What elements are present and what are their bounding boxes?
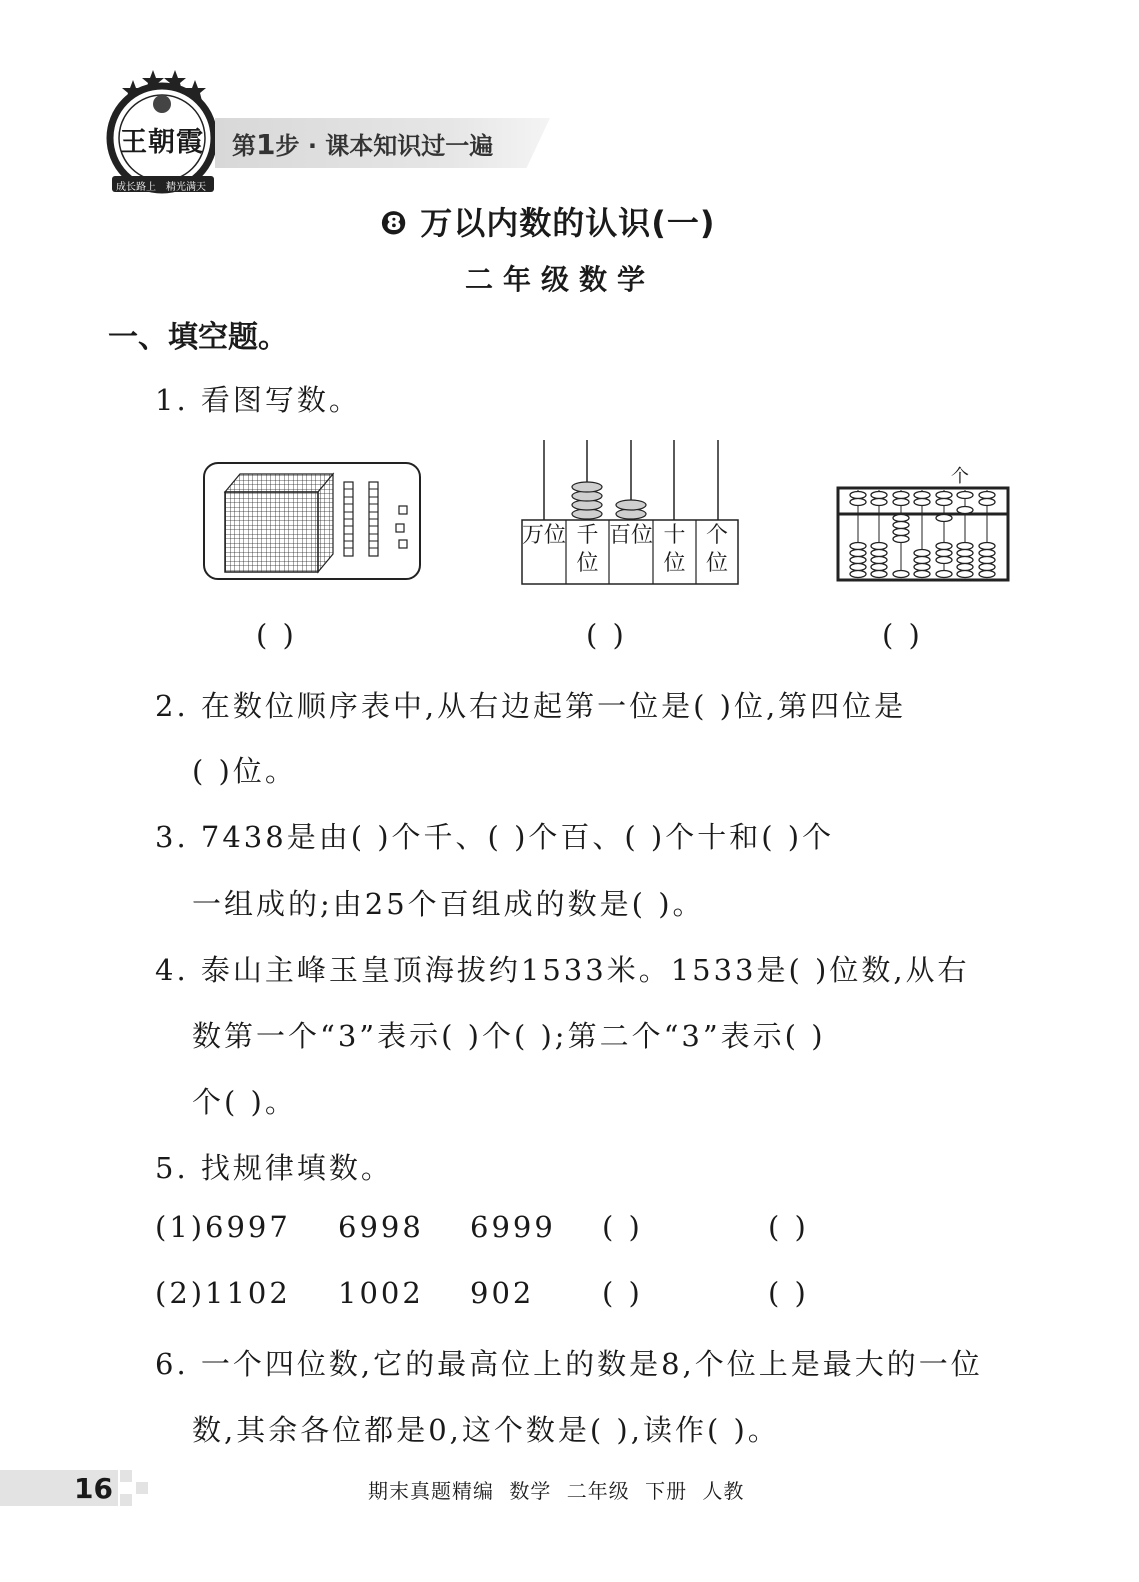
place-label-qian: 千位 <box>576 523 599 576</box>
ten-rod-icon <box>344 482 353 556</box>
q5-row2-value-3: 902 <box>470 1276 535 1310</box>
step-number: 1 <box>256 128 276 161</box>
q2-line2: ( )位。 <box>192 754 297 788</box>
counter-abacus-figure <box>520 440 740 588</box>
q6-line2: 数,其余各位都是0,这个数是( ),读作( )。 <box>192 1413 780 1447</box>
step-prefix: 第 <box>232 132 256 160</box>
ones-label: 个 <box>951 466 969 487</box>
q5-row2-blank-1[interactable]: ( ) <box>602 1276 643 1310</box>
q4-line1: 4. 泰山主峰玉皇顶海拔约1533米。1533是( )位数,从右 <box>155 953 970 987</box>
logo-slogan-right: 精光满天 <box>166 182 206 193</box>
q5-text: 5. 找规律填数。 <box>155 1151 393 1185</box>
section-heading: 一、填空题。 <box>108 320 288 355</box>
q5-row1-blank-2[interactable]: ( ) <box>768 1210 809 1244</box>
footer-text: 期末真题精编 数学 二年级 下册 人教 <box>368 1479 745 1503</box>
base-ten-blocks-figure <box>203 462 421 580</box>
q4-line2: 数第一个“3”表示( )个( );第二个“3”表示( ) <box>192 1019 826 1053</box>
bead-abacus-figure <box>836 462 1011 582</box>
place-label-wan: 万位 <box>522 523 567 548</box>
page-number: 16 <box>74 1472 113 1505</box>
q5-row1-blank-1[interactable]: ( ) <box>602 1210 643 1244</box>
q5-row2-label: (2) <box>155 1276 206 1310</box>
place-label-shi: 十位 <box>663 523 686 576</box>
q1-answer-2[interactable]: ( ) <box>586 618 627 652</box>
step-label <box>232 126 493 161</box>
abacus-bead <box>616 500 646 510</box>
q6-line1: 6. 一个四位数,它的最高位上的数是8,个位上是最大的一位 <box>155 1347 983 1381</box>
place-label-bai: 百位 <box>609 523 654 548</box>
q4-line3: 个( )。 <box>192 1085 297 1119</box>
q3-line2: 一组成的;由25个百组成的数是( )。 <box>192 887 705 921</box>
step-suffix: 步 · 课本知识过一遍 <box>275 132 494 160</box>
q1-text: 1. 看图写数。 <box>155 383 361 417</box>
q5-row1-value-2: 6998 <box>338 1210 424 1244</box>
ten-rod-icon <box>369 482 378 556</box>
q5-row1-label: (1) <box>155 1210 206 1244</box>
q3-line1: 3. 7438是由( )个千、( )个百、( )个十和( )个 <box>155 820 835 854</box>
q5-row1-value-3: 6999 <box>470 1210 556 1244</box>
place-value-labels <box>522 522 738 584</box>
logo-text: 王朝霞 <box>120 127 204 158</box>
place-label-ge: 个位 <box>705 523 728 576</box>
q5-row2-value-2: 1002 <box>338 1276 424 1310</box>
q5-row1-value-1: 6997 <box>205 1210 291 1244</box>
q5-row2-value-1: 1102 <box>205 1276 291 1310</box>
abacus-icon <box>838 488 1008 580</box>
abacus-bead <box>572 482 602 492</box>
lesson-title: ❽ 万以内数的认识(一) <box>380 204 716 242</box>
logo-slogan-left: 成长路上 <box>116 182 156 193</box>
q1-answer-3[interactable]: ( ) <box>882 618 923 652</box>
q1-answer-1[interactable]: ( ) <box>256 618 297 652</box>
q2-line1: 2. 在数位顺序表中,从右边起第一位是( )位,第四位是 <box>155 689 907 723</box>
thousand-cube-icon <box>225 474 333 572</box>
footer-squares <box>120 1470 150 1506</box>
q5-row2-blank-2[interactable]: ( ) <box>768 1276 809 1310</box>
lesson-subtitle: 二年级数学 <box>465 263 656 296</box>
brand-logo <box>100 66 230 201</box>
